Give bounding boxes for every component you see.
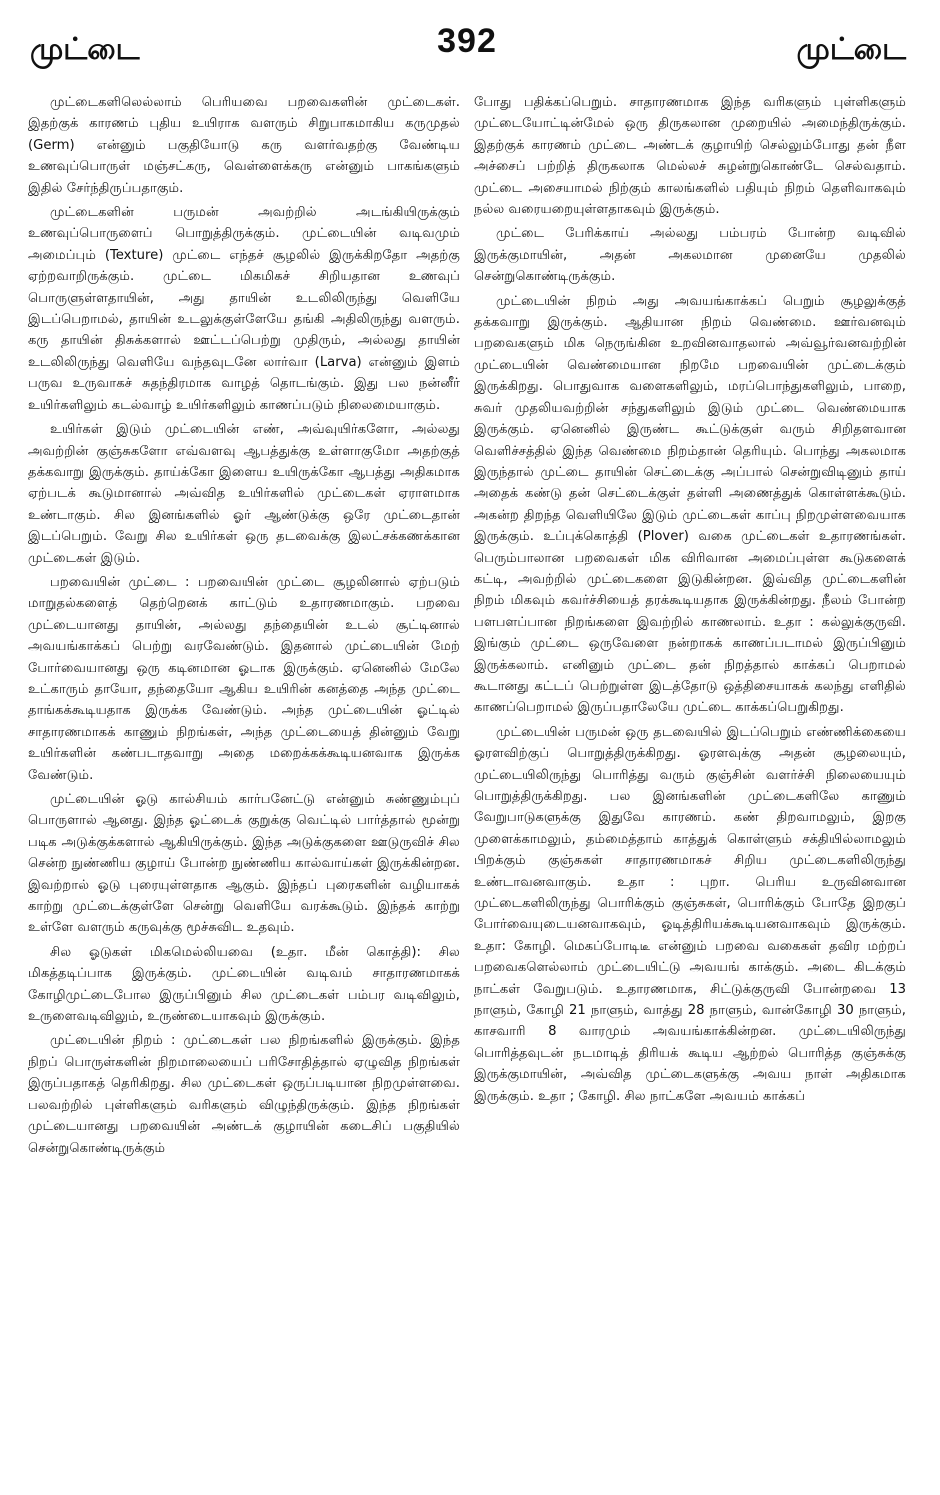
paragraph: முட்டையின் பருமன் ஒரு தடவையில் இடப்பெறும் எண்ணிக்கையை ஓரளவிற்குப் பொறுத்திருக்கிறது. ஓரளவுக்கு அதன் சூழலையும், முட்டையிலிருந்து பொரித்து வரும் குஞ்சின் வளர்ச்சி நிலையையும் பொறுத்திருக்கிறது. பல இனங்களின் முட்டைகளிலே காணும் வேறுபாடுகளுக்கு இதுவே காரணம். கண் திறவாமலும், இறகு முளைக்காமலும், தம்மைத்தாம் காத்துக் கொள்ளும் சக்தியில்லாமலும் பிறக்கும் குஞ்சுகள் சாதாரணமாகச் சிறிய முட்டைகளிலிருந்து உண்டாவனவாகும். உதா : புறா. பெரிய உருவினவான முட்டைகளிலிருந்து பொரிக்கும் குஞ்சுகள், பொரிக்கும் போதே இறகுப் போர்வையுடையனவாகவும், ஓடித்திரியக்கூடியனவாகவும் இருக்கும். உதா: கோழி. மெகப்போடிடீ என்னும் பறவை வகைகள் தவிர மற்றப் பறவைகளெல்லாம் முட்டையிட்டு அவயங் காக்கும். அடை கிடக்கும் நாட்கள் வேறுபடும். உதாரணமாக, சிட்டுக்குருவி போன்றவை 13 நாளும், கோழி 21 நாளும், வாத்து 28 நாளும், வான்கோழி 30 நாளும், காசவாரி 8 வாரமும் அவயங்காக்கின்றன. முட்டையிலிருந்து பொரித்தவுடன் நடமாடித் திரியக் கூடிய ஆற்றல் பொரித்த குஞ்சுக்கு இருக்குமாயின், அவ்வித முட்டைகளுக்கு அவய நாள் அதிகமாக இருக்கும். உதா ; கோழி. சில நாட்களே அவயம் காக்கப்: [474, 724, 906, 1104]
paragraph: சில ஓடுகள் மிகமெல்லியவை (உதா. மீன் கொத்தி): சில மிகத்தடிப்பாக இருக்கும். முட்டையின் வடிவம் சாதாரணமாகக் கோழிமுட்டைபோல இருப்பினும் சில முட்டைகள் பம்பர வடிவிலும், உருளைவடிவிலும், உருண்டையாகவும் இருக்கும்.: [28, 944, 460, 1025]
text-columns: [28, 92, 906, 1162]
paragraph: உயிர்கள் இடும் முட்டையின் எண், அவ்வுயிர்களோ, அல்லது அவற்றின் குஞ்சுகளோ எவ்வளவு ஆபத்துக்கு உள்ளாகுமோ அதற்குத் தக்கவாறு இருக்கும். தாய்க்கோ இளைய உயிருக்கோ ஆபத்து அதிகமாக ஏற்படக் கூடுமானால் அவ்வித உயிர்களில் முட்டைகள் ஏராளமாக உண்டாகும். சில இனங்களில் ஓர் ஆண்டுக்கு ஒரே முட்டைதான் இடப்பெறும். வேறு சில உயிர்கள் ஒரு தடவைக்கு இலட்சக்கணக்கான முட்டைகள் இடும்.: [28, 422, 460, 566]
paragraph: போது பதிக்கப்பெறும். சாதாரணமாக இந்த வரிகளும் புள்ளிகளும் முட்டையோட்டின்மேல் ஒரு திருகலான முறையில் அமைந்திருக்கும். இதற்குக் காரணம் முட்டை அண்டக் குழாயிற் செல்லும்போது தன் நீள அச்சைப் பற்றித் திருகலாக மெல்லச் சுழன்றுகொண்டே செல்வதாம். முட்டை அசையாமல் நிற்கும் காலங்களில் பதியும் நிறம் தெளிவாகவும் நல்ல வரையறையுள்ளதாகவும் இருக்கும்.: [474, 95, 906, 218]
paragraph: முட்டையின் நிறம் : முட்டைகள் பல நிறங்களில் இருக்கும். இந்த நிறப் பொருள்களின் நிறமாலையைப் பரிசோதித்தால் ஏழுவித நிறங்கள் இருப்பதாகத் தெரிகிறது. சில முட்டைகள் ஒருப்படியான நிறமுள்ளவை. பலவற்றில் புள்ளிகளும் வரிகளும் விழுந்திருக்கும். இந்த நிறங்கள் முட்டையானது பறவையின் அண்டக் குழாயின் கடைசிப் பகுதியில் சென்றுகொண்டிருக்கும்: [28, 1033, 460, 1156]
left-column: [28, 92, 460, 1162]
paragraph: முட்டைகளின் பருமன் அவற்றில் அடங்கியிருக்கும் உணவுப்பொருளைப் பொறுத்திருக்கும். முட்டையின் வடிவமும் அமைப்பும் (Texture) முட்டை எந்தச் சூழலில் இருக்கிறதோ அதற்கு ஏற்றவாறிருக்கும். முட்டை மிகமிகச் சிறியதான உணவுப் பொருளுள்ளதாயின், அது தாயின் உடலிலிருந்து வெளியே இடப்பெறாமல், தாயின் உடலுக்குள்ளேயே தங்கி அதிலிருந்து வளரும். கரு தாயின் திசுக்களால் ஊட்டப்பெற்று முதிரும், அல்லது தாயின் உடலிலிருந்து வெளியே வந்தவுடனே லார்வா (Larva) என்னும் இளம் பருவ உருவாகச் சுதந்திரமாக வாழத் தொடங்கும். இது பல நன்னீர் உயிர்களிலும் கடல்வாழ் உயிர்களிலும் காணப்படும் நிலைமையாகும்.: [28, 205, 460, 413]
page-number: 392: [437, 22, 497, 60]
page-header: [28, 22, 906, 78]
running-head-left: முட்டை: [30, 32, 140, 67]
paragraph: முட்டையின் ஓடு கால்சியம் கார்பனேட்டு என்னும் சுண்ணும்புப் பொருளால் ஆனது. இந்த ஓட்டைக் குறுக்கு வெட்டில் பார்த்தால் மூன்று படிக அடுக்குக்களால் ஆகியிருக்கும். இந்த அடுக்குகளை ஊடுருவிச் சில சென்ற நுண்ணிய குழாய் போன்ற நுண்ணிய கால்வாய்கள் இருக்கின்றன. இவற்றால் ஓடு புரையுள்ளதாக ஆகும். இந்தப் புரைகளின் வழியாகக் காற்று முட்டைக்குள்ளே சென்று வெளியே வரக்கூடும். இந்தக் காற்று உள்ளே வளரும் கருவுக்கு மூச்சுவிட உதவும்.: [28, 792, 460, 936]
paragraph: முட்டைகளிலெல்லாம் பெரியவை பறவைகளின் முட்டைகள். இதற்குக் காரணம் புதிய உயிராக வளரும் சிறுபாகமாகிய கருமுதல் (Germ) என்னும் பகுதியோடு கரு வளர்வதற்கு வேண்டிய உணவுப்பொருள் மஞ்சட்கரு, வெள்ளைக்கரு என்னும் பாகங்களும் இதில் சேர்ந்திருப்பதாகும்.: [28, 95, 460, 196]
paragraph: முட்டையின் நிறம் அது அவயங்காக்கப் பெறும் சூழலுக்குத் தக்கவாறு இருக்கும். ஆதியான நிறம் வெண்மை. ஊர்வனவும் பறவைகளும் மிக நெருங்கின உறவினவாதலால் அவ்வூர்வனவற்றின் முட்டையின் வெண்மையான நிறமே பறவையின் முட்டைக்கும் இருக்கிறது. பொதுவாக வளைகளிலும், மரப்பொந்துகளிலும், பாறை, சுவர் முதலியவற்றின் சந்துகளிலும் இடும் முட்டை வெண்மையாக இருக்கும். ஏனெனில் இருண்ட கூட்டுக்குள் வரும் சிறிதளவான வெளிச்சத்தில் இந்த வெண்மை நிறம்தான் தெரியும். பொந்து அகலமாக இருந்தால் முட்டை தாயின் செட்டைக்கு அப்பால் சென்றுவிடினும் தாய் அதைக் கண்டு தன் செட்டைக்குள் தள்ளி அணைத்துக் கொள்ளக்கூடும். அகன்ற திறந்த வெளியிலே இடும் முட்டைகள் காப்பு நிறமுள்ளவையாக இருக்கும். உப்புக்கொத்தி (Plover) வகை முட்டைகள் உதாரணங்கள். பெரும்பாலான பறவைகள் மிக விரிவான அமைப்புள்ள கூடுகளைக் கட்டி, அவற்றில் முட்டைகளை இடுகின்றன. இவ்வித முட்டைகளின் நிறம் மிகவும் கவர்ச்சியைத் தரக்கூடியதாக இருக்கின்றது. நீலம் போன்ற பளபளப்பான நிறங்களை இவற்றில் காணலாம். உதா : கல்லுக்குருவி. இங்கும் முட்டை ஒருவேளை நன்றாகக் காணப்படாமல் இருப்பினும் இருக்கலாம். எனினும் முட்டை தன் நிறத்தால் காக்கப் பெறாமல் கூடானது கட்டப் பெற்றுள்ள இடத்தோடு ஒத்திசையாகக் கலந்து எளிதில் காணப்பெறாமல் இருப்பதாலேயே முட்டை காக்கப்பெறுகிறது.: [474, 293, 906, 716]
running-head-right: முட்டை: [796, 32, 906, 67]
paragraph: பறவையின் முட்டை : பறவையின் முட்டை சூழலினால் ஏற்படும் மாறுதல்களைத் தெற்றெனக் காட்டும் உதாரணமாகும். பறவை முட்டையானது தாயின், அல்லது தந்தையின் உடல் சூட்டினால் அவயங்காக்கப் பெற்று வரவேண்டும். இதனால் முட்டையின் மேற் போர்வையானது ஒரு கடினமான ஓடாக இருக்கும். ஏனெனில் மேலே உட்காரும் தாயோ, தந்தையோ ஆகிய உயிரின் கனத்தை அந்த முட்டை தாங்கக்கூடியதாக இருக்க வேண்டும். அந்த முட்டையின் ஓட்டில் சாதாரணமாகக் காணும் நிறங்கள், அந்த முட்டையைத் தின்னும் வேறு உயிர்களின் கண்படாதவாறு அதை மறைக்கக்கூடியனவாக இருக்க வேண்டும்.: [28, 574, 460, 783]
paragraph: முட்டை பேரிக்காய் அல்லது பம்பரம் போன்ற வடிவில் இருக்குமாயின், அதன் அகலமான முனையே முதலில் சென்றுகொண்டிருக்கும்.: [474, 226, 906, 285]
right-column: [474, 92, 906, 1162]
